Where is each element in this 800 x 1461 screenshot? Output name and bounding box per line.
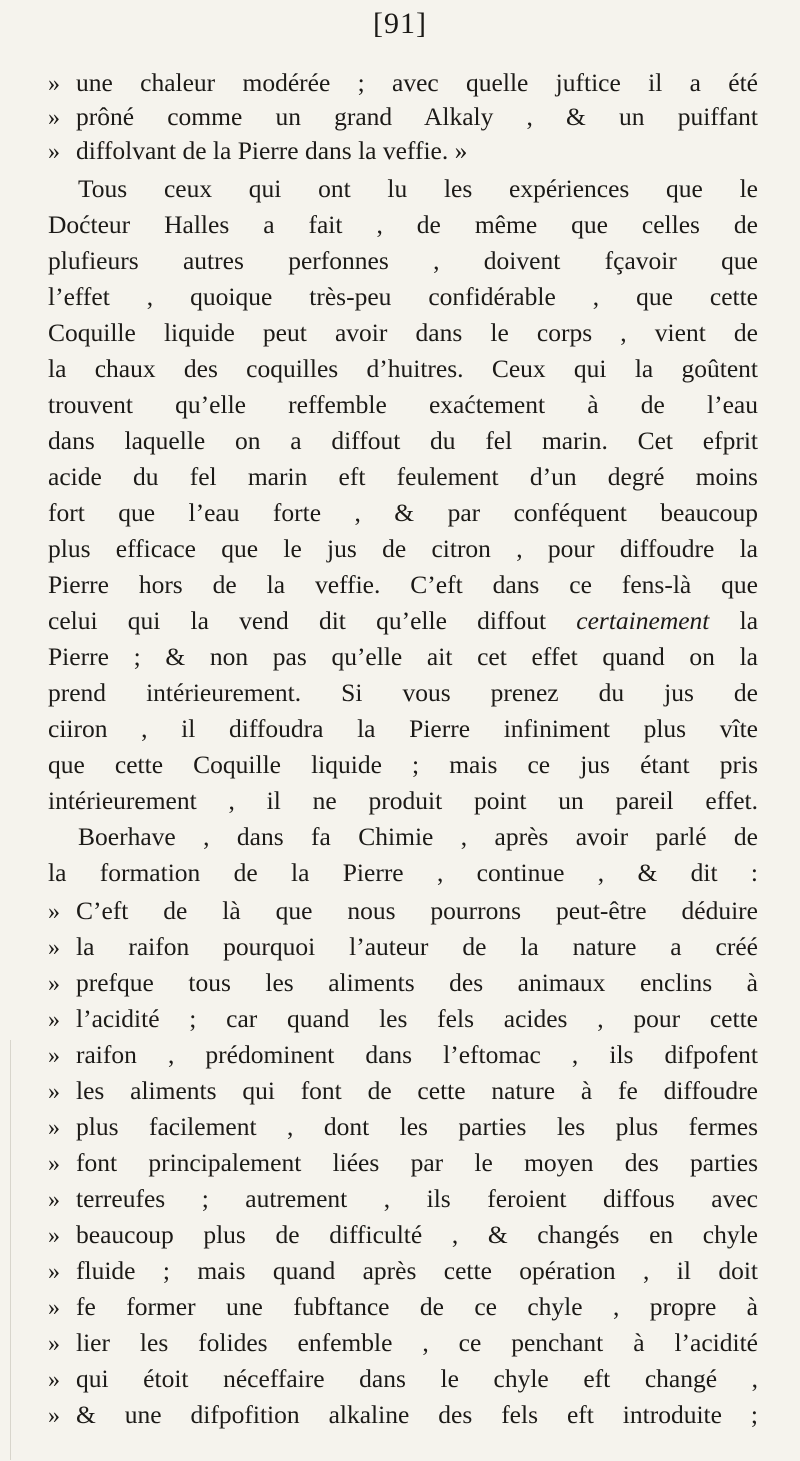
text-line: Doćteur Halles a fait , de même que celles de (48, 210, 758, 239)
quote-mark: » (48, 935, 60, 961)
text-line: Coquille liquide peut avoir dans le corps , vient de (48, 318, 758, 347)
text-line: » C’eft de là que nous pourrons peut-être déduire (48, 894, 758, 928)
text-line: Pierre ; & non pas qu’elle ait cet effet quand on la (48, 642, 758, 671)
quote-mark: » (48, 1367, 60, 1393)
text-line: ciiron , il diffoudra la Pierre infiniment plus vîte (48, 714, 758, 743)
text-line: dans laquelle on a diffout du fel marin. Cet efprit (48, 426, 758, 455)
quote-mark: » (48, 1151, 60, 1177)
text-line: » font principalement liées par le moyen des parties (48, 1146, 758, 1180)
quote-mark: » (48, 1043, 60, 1069)
text-line: Boerhave , dans fa Chimie , après avoir parlé de (78, 822, 758, 851)
text-line: Tous ceux qui ont lu les expériences que le (78, 174, 758, 203)
quote-mark: » (48, 971, 60, 997)
quote-mark: » (48, 1007, 60, 1033)
quote-mark: » (48, 1259, 60, 1285)
text-line: plufieurs autres perfonnes , doivent fçavoir que (48, 246, 758, 275)
text-line: intérieurement , il ne produit point un pareil effet. (48, 786, 758, 815)
quote-mark: » (48, 1295, 60, 1321)
text-line: » raifon , prédominent dans l’eftomac , ils difpofent (48, 1038, 758, 1072)
text-line: » beaucoup plus de difficulté , & changés en chyle (48, 1218, 758, 1252)
text-line: acide du fel marin eft feulement d’un degré moins (48, 462, 758, 491)
text-line: la chaux des coquilles d’huitres. Ceux qui la goûtent (48, 354, 758, 383)
text-line: » plus facilement , dont les parties les plus fermes (48, 1110, 758, 1144)
text-line: la formation de la Pierre , continue , & dit : (48, 858, 758, 887)
text-line: » qui étoit néceffaire dans le chyle eft changé , (48, 1362, 758, 1396)
text-line: Pierre hors de la veffie. C’eft dans ce fens-là que (48, 570, 758, 599)
text-line: » les aliments qui font de cette nature à fe diffoudre (48, 1074, 758, 1108)
text-line: » fluide ; mais quand après cette opération , il doit (48, 1254, 758, 1288)
quote-mark: » (48, 71, 60, 97)
quote-mark: » (48, 105, 60, 131)
quote-mark: » (454, 136, 468, 165)
quote-mark: » (48, 1079, 60, 1105)
text-line: » lier les folides enfemble , ce penchant à l’acidité (48, 1326, 758, 1360)
text-line: fort que l’eau forte , & par conféquent beaucoup (48, 498, 758, 527)
quote-mark: » (48, 1403, 60, 1429)
text-line: » une chaleur modérée ; avec quelle juftice il a été (48, 66, 758, 100)
text-line: » terreufes ; autrement , ils feroient diffous avec (48, 1182, 758, 1216)
page-edge-line (10, 1040, 11, 1460)
text-line: » prefque tous les aliments des animaux enclins à (48, 966, 758, 1000)
text-line: » fe former une fubftance de ce chyle , propre à (48, 1290, 758, 1324)
text-line: celui qui la vend dit qu’elle diffout certainement la (48, 606, 759, 635)
text-line: » la raifon pourquoi l’auteur de la nature a créé (48, 930, 758, 964)
italic-word: certainement (576, 606, 710, 635)
text-line: » prôné comme un grand Alkaly , & un puiffant (48, 100, 758, 134)
quote-mark: » (48, 1223, 60, 1249)
quote-mark: » (48, 1331, 60, 1357)
text-line: trouvent qu’elle reffemble exaćtement à de l’eau (48, 390, 758, 419)
text-line: » diffolvant de la Pierre dans la veffie. » (48, 134, 467, 168)
quote-mark: » (48, 1187, 60, 1213)
quote-mark: » (48, 139, 60, 165)
text-line: » l’acidité ; car quand les fels acides , pour cette (48, 1002, 758, 1036)
text-line: prend intérieurement. Si vous prenez du jus de (48, 678, 758, 707)
text-line: que cette Coquille liquide ; mais ce jus étant pris (48, 750, 758, 779)
quote-mark: » (48, 899, 60, 925)
text-line: l’effet , quoique très-peu confidérable , que cette (48, 282, 758, 311)
page-number: [91] (373, 7, 427, 40)
text-line: » & une difpofition alkaline des fels eft introduite ; (48, 1398, 758, 1432)
text-line: plus efficace que le jus de citron , pour diffoudre la (48, 534, 758, 563)
quote-mark: » (48, 1115, 60, 1141)
